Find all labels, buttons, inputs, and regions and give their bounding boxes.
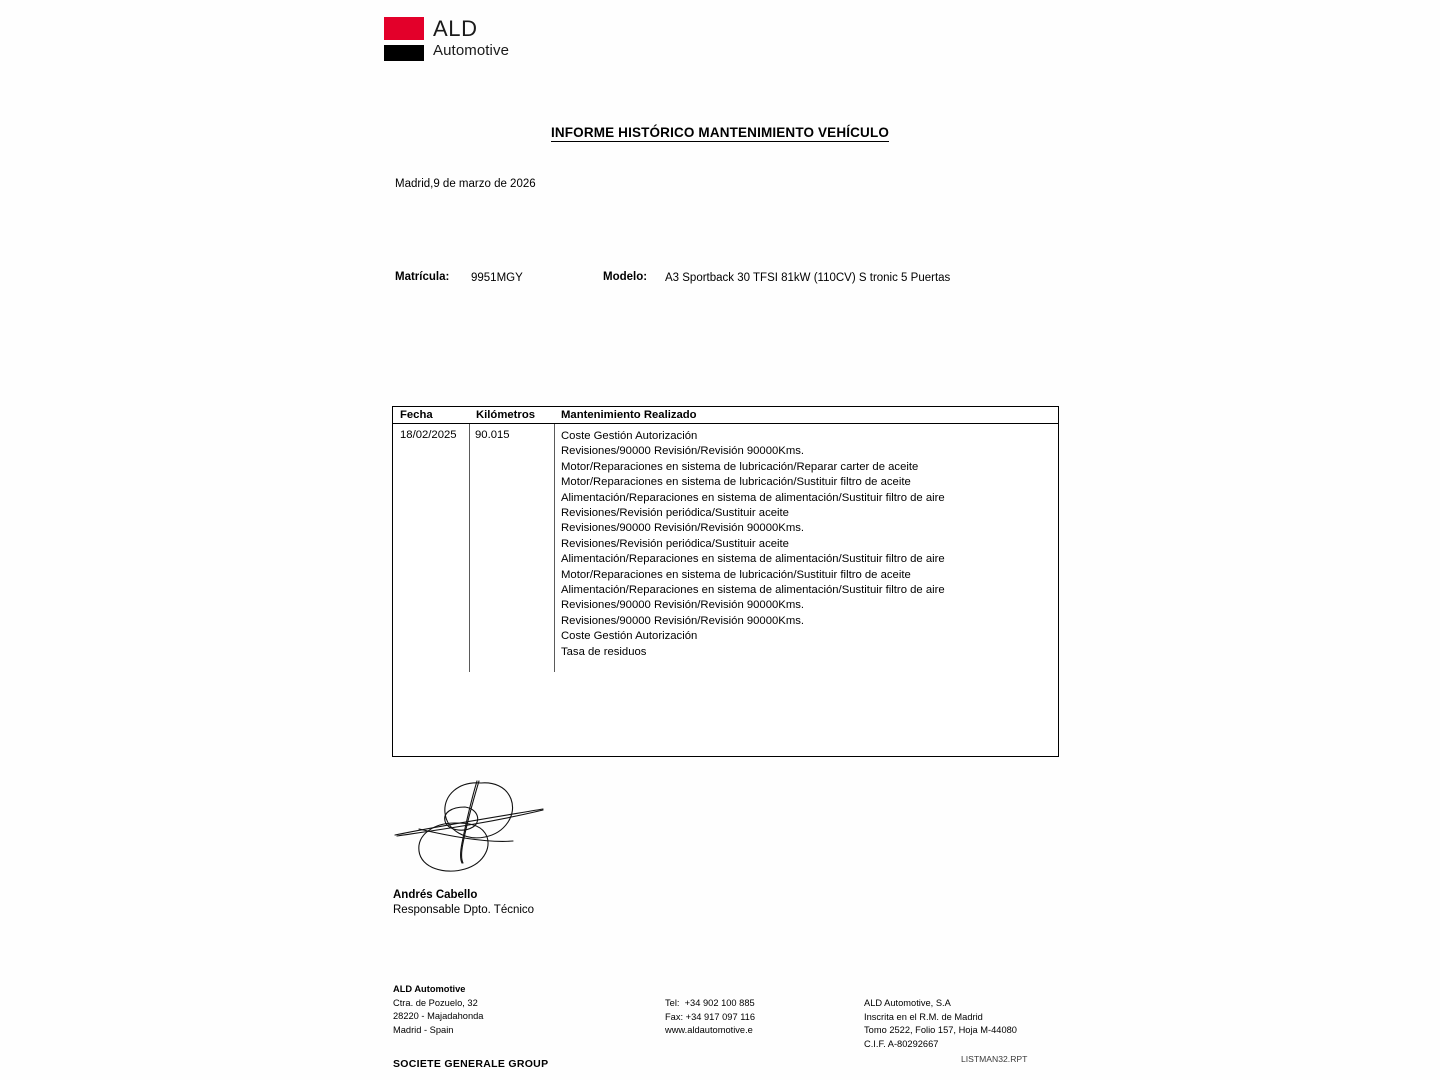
ald-logo-mark-icon [384,17,424,61]
footer-fax: Fax: +34 917 097 116 [665,1011,756,1022]
maintenance-item: Alimentación/Reparaciones en sistema de alimentación/Sustituir filtro de aire [561,553,945,566]
footer-legal-line-1: ALD Automotive, S.A [864,998,951,1008]
footer-company-name: ALD Automotive [393,984,466,994]
report-id: LISTMAN32.RPT [961,1054,1028,1064]
model-label: Modelo: [603,271,648,283]
page-title [0,125,1440,140]
page-footer [0,980,1440,1080]
plate-label: Matrícula: [395,271,450,283]
column-header-kilometros: Kilómetros [476,409,536,421]
footer-website[interactable]: www.aldautomotive.e [665,1025,753,1036]
footer-group-name: SOCIETE GENERALE GROUP [393,1058,549,1070]
plate-value: 9951MGY [471,272,523,284]
column-header-fecha: Fecha [400,409,433,421]
table-row-date: 18/02/2025 [400,429,457,441]
maintenance-item: Coste Gestión Autorización [561,430,698,442]
footer-address-column [393,983,483,1037]
logo-text-automotive: Automotive [433,42,510,59]
table-row-kilometers: 90.015 [475,429,510,441]
column-header-mantenimiento: Mantenimiento Realizado [561,409,697,421]
logo-text-ald: ALD [433,16,478,41]
column-divider-2 [554,424,555,672]
maintenance-item: Motor/Reparaciones en sistema de lubricación/Reparar carter de aceite [561,460,919,473]
footer-legal-line-4: C.I.F. A-80292667 [864,1038,939,1049]
maintenance-item: Coste Gestión Autorización [561,630,698,643]
footer-address-line-2: 28220 - Majadahonda [393,1011,484,1022]
maintenance-item: Motor/Reparaciones en sistema de lubricación/Sustituir filtro de aceite [561,476,911,489]
maintenance-item: Motor/Reparaciones en sistema de lubricación/Sustituir filtro de aceite [561,568,911,581]
table-body [393,424,1058,773]
maintenance-item: Tasa de residuos [561,645,647,658]
model-value: A3 Sportback 30 TFSI 81kW (110CV) S tronic 5 Puertas [665,272,951,284]
maintenance-item: Revisiones/90000 Revisión/Revisión 90000Kms. [561,614,805,627]
signatory-name: Andrés Cabello [393,889,478,901]
logo-red-block [384,17,424,40]
signature-image [393,779,553,877]
footer-legal-line-3: Tomo 2522, Folio 157, Hoja M-44080 [864,1025,1017,1036]
maintenance-item: Revisiones/90000 Revisión/Revisión 90000Kms. [561,445,805,458]
maintenance-item: Revisiones/90000 Revisión/Revisión 90000Kms. [561,599,805,612]
maintenance-item-list [561,429,1051,660]
signature-scribble-icon [393,779,553,877]
ald-logo-wordmark [433,17,509,58]
maintenance-table [392,406,1059,757]
maintenance-item: Revisiones/Revisión periódica/Sustituir aceite [561,537,789,550]
maintenance-item: Revisiones/Revisión periódica/Sustituir aceite [561,507,789,520]
signatory-role: Responsable Dpto. Técnico [393,904,535,916]
footer-contact-column [665,997,755,1038]
maintenance-item: Revisiones/90000 Revisión/Revisión 90000Kms. [561,522,805,535]
page-title-text: INFORME HISTÓRICO MANTENIMIENTO VEHÍCULO [550,125,889,140]
footer-address-line-1: Ctra. de Pozuelo, 32 [393,997,478,1008]
logo-white-stripe [384,40,424,45]
maintenance-item: Alimentación/Reparaciones en sistema de alimentación/Sustituir filtro de aire [561,491,945,504]
footer-legal-line-2: Inscrita en el R.M. de Madrid [864,1011,983,1022]
footer-telephone: Tel: +34 902 100 885 [665,998,755,1008]
city-date: Madrid,9 de marzo de 2026 [395,178,536,190]
table-header-row [393,407,1058,424]
footer-legal-column [864,997,1017,1051]
footer-address-line-3: Madrid - Spain [393,1024,454,1035]
column-divider-1 [469,424,470,672]
maintenance-item: Alimentación/Reparaciones en sistema de alimentación/Sustituir filtro de aire [561,584,945,597]
ald-logo [384,17,509,61]
